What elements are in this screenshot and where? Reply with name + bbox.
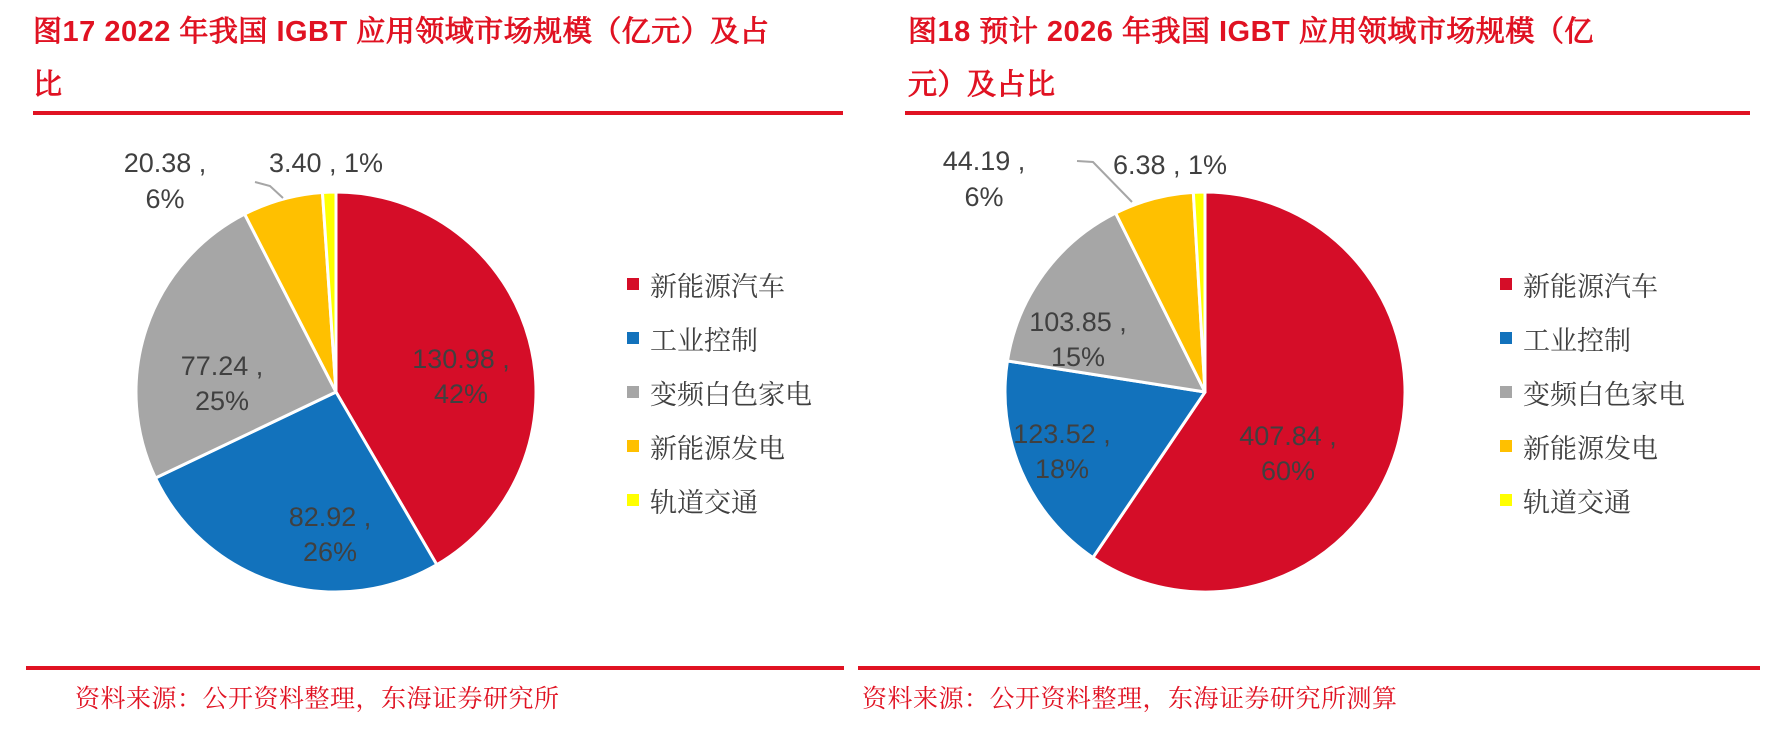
legend-item-3 <box>627 419 812 473</box>
slice-label-3: 20.38 , 6% <box>123 148 207 214</box>
figure-18-source-divider <box>858 666 1760 670</box>
figure-18-title: 图18 预计 2026 年我国 IGBT 应用领域市场规模（亿元）及占比 <box>908 16 1594 101</box>
legend-swatch-icon <box>1500 440 1512 452</box>
legend-label: 变频白色家电 <box>1523 379 1685 410</box>
figure-18-title-divider <box>905 111 1750 115</box>
legend-swatch-icon <box>627 494 639 506</box>
slice-label-2: 77.24 , 25% <box>180 351 264 416</box>
legend-item-0 <box>627 257 812 311</box>
slice-label-1: 123.52 , 18% <box>1013 419 1111 484</box>
legend-swatch-icon <box>627 386 639 398</box>
slice-label-0: 130.98 , 42% <box>412 344 510 409</box>
legend-swatch-icon <box>627 440 639 452</box>
legend-item-2 <box>1500 365 1685 419</box>
pie-svg <box>860 120 1480 620</box>
legend-item-1 <box>627 311 812 365</box>
legend-label: 新能源汽车 <box>650 271 785 302</box>
figure-18-source-note: 资料来源：公开资料整理，东海证券研究所测算 <box>862 685 1398 713</box>
legend-label: 新能源汽车 <box>1523 271 1658 302</box>
legend-label: 工业控制 <box>650 325 758 356</box>
legend-swatch-icon <box>1500 386 1512 398</box>
figure-18-legend <box>1500 257 1685 527</box>
slice-label-3: 44.19 , 6% <box>942 146 1026 212</box>
leader-line <box>255 182 283 198</box>
figure-17-title: 图17 2022 年我国 IGBT 应用领域市场规模（亿元）及占比 <box>33 16 770 101</box>
figure-17-legend <box>627 257 812 527</box>
legend-label: 轨道交通 <box>650 487 758 518</box>
figure-18-pie-chart <box>860 120 1480 620</box>
legend-item-1 <box>1500 311 1685 365</box>
legend-label: 新能源发电 <box>1523 433 1658 464</box>
slice-label-1: 82.92 , 26% <box>288 502 372 567</box>
legend-item-4 <box>1500 473 1685 527</box>
legend-item-0 <box>1500 257 1685 311</box>
figure-17-title-divider <box>33 111 843 115</box>
legend-swatch-icon <box>627 332 639 344</box>
slice-label-4: 3.40 , 1% <box>268 148 384 178</box>
legend-label: 工业控制 <box>1523 325 1631 356</box>
slice-label-2: 103.85 , 15% <box>1029 307 1127 372</box>
legend-item-3 <box>1500 419 1685 473</box>
legend-label: 新能源发电 <box>650 433 785 464</box>
pie-svg <box>33 120 653 620</box>
legend-swatch-icon <box>1500 278 1512 290</box>
legend-label: 变频白色家电 <box>650 379 812 410</box>
legend-swatch-icon <box>627 278 639 290</box>
slice-label-0: 407.84 , 60% <box>1239 421 1337 486</box>
legend-swatch-icon <box>1500 332 1512 344</box>
legend-item-2 <box>627 365 812 419</box>
legend-item-4 <box>627 473 812 527</box>
figure-17-pie-chart <box>33 120 653 620</box>
legend-label: 轨道交通 <box>1523 487 1631 518</box>
figure-17-source-note: 资料来源：公开资料整理，东海证券研究所 <box>75 685 560 713</box>
figure-17-source-divider <box>26 666 844 670</box>
slice-label-4: 6.38 , 1% <box>1112 150 1228 180</box>
legend-swatch-icon <box>1500 494 1512 506</box>
